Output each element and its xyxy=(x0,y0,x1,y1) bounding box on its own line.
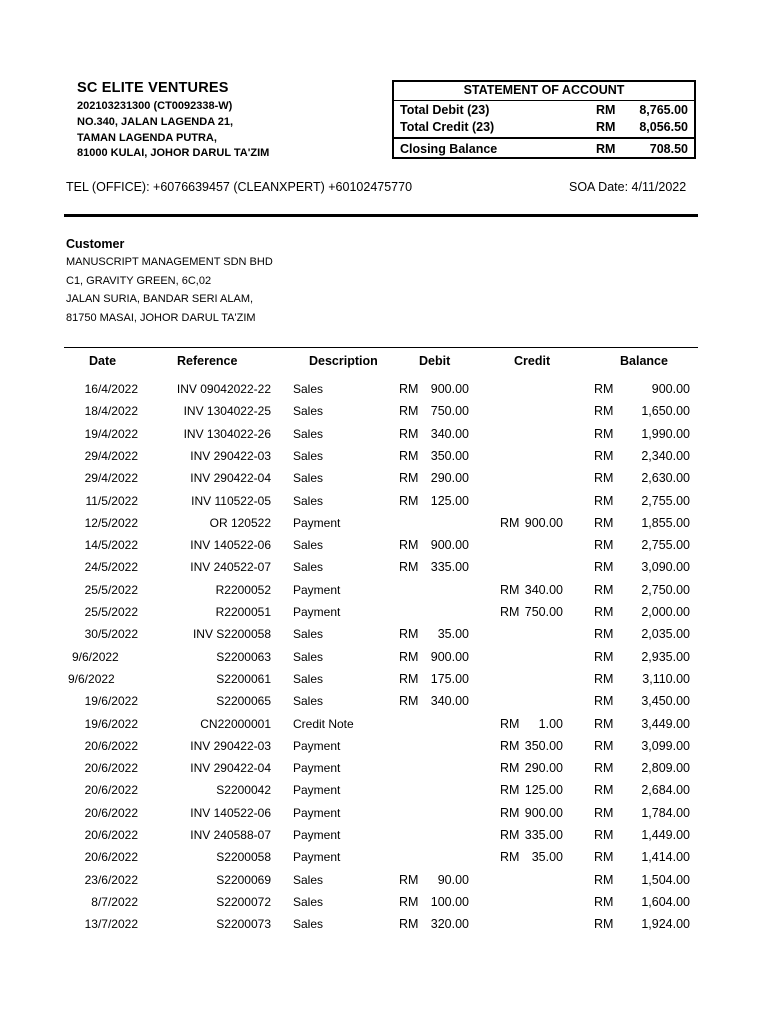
row-description: Payment xyxy=(293,605,341,619)
row-description: Sales xyxy=(293,404,324,419)
row-debit-amount: 340.00 xyxy=(430,694,469,709)
row-reference: S2200065 xyxy=(216,694,271,709)
row-reference: INV 1304022-25 xyxy=(183,404,271,419)
row-debit-amount: 290.00 xyxy=(430,471,469,486)
company-reg-number: 202103231300 (CT0092338-W) xyxy=(77,100,233,112)
row-debit-amount: 175.00 xyxy=(430,671,469,686)
row-debit-currency: RM xyxy=(399,694,419,709)
table-top-rule xyxy=(64,347,698,348)
row-balance-currency: RM xyxy=(594,805,614,820)
row-credit-currency: RM xyxy=(500,850,520,865)
row-balance-amount: 1,449.00 xyxy=(641,828,690,842)
row-balance-amount: 3,090.00 xyxy=(641,560,690,575)
row-debit-currency: RM xyxy=(399,404,419,419)
table-row xyxy=(0,623,768,645)
row-debit-amount: 320.00 xyxy=(430,917,469,932)
table-row xyxy=(0,490,768,512)
row-credit-amount: 125.00 xyxy=(524,783,563,798)
row-reference: S2200063 xyxy=(216,649,271,664)
row-debit-amount: 125.00 xyxy=(430,493,469,508)
row-reference: OR 120522 xyxy=(209,515,271,530)
row-debit-currency: RM xyxy=(399,493,419,508)
table-row xyxy=(0,846,768,868)
row-credit-currency: RM xyxy=(500,605,520,619)
row-credit-currency: RM xyxy=(500,828,520,842)
row-debit-currency: RM xyxy=(399,538,419,553)
row-debit-currency: RM xyxy=(399,627,419,642)
row-date: 9/6/2022 xyxy=(72,649,119,664)
table-row xyxy=(0,646,768,668)
row-balance-amount: 1,855.00 xyxy=(641,515,690,530)
row-description: Payment xyxy=(293,515,341,530)
row-date: 9/6/2022 xyxy=(68,671,115,686)
row-reference: INV 290422-04 xyxy=(190,761,271,776)
row-balance-currency: RM xyxy=(594,694,614,709)
row-balance-currency: RM xyxy=(594,515,614,530)
row-date: 19/4/2022 xyxy=(84,426,138,441)
row-debit-currency: RM xyxy=(399,894,419,909)
row-date: 19/6/2022 xyxy=(84,716,138,731)
row-credit-currency: RM xyxy=(500,716,520,731)
row-debit-currency: RM xyxy=(399,426,419,441)
row-reference: R2200051 xyxy=(215,605,271,619)
row-date: 29/4/2022 xyxy=(84,471,138,486)
customer-name: MANUSCRIPT MANAGEMENT SDN BHD xyxy=(66,256,273,268)
row-reference: S2200072 xyxy=(216,894,271,909)
row-balance-amount: 2,750.00 xyxy=(641,582,690,597)
row-debit-currency: RM xyxy=(399,671,419,686)
summary-divider xyxy=(394,137,694,139)
row-description: Credit Note xyxy=(293,716,354,731)
row-balance-currency: RM xyxy=(594,783,614,798)
table-row xyxy=(0,913,768,935)
row-credit-amount: 350.00 xyxy=(524,738,563,753)
row-balance-currency: RM xyxy=(594,894,614,909)
row-date: 25/5/2022 xyxy=(84,582,138,597)
row-date: 12/5/2022 xyxy=(84,515,138,530)
row-debit-amount: 750.00 xyxy=(430,404,469,419)
row-balance-amount: 1,650.00 xyxy=(641,404,690,419)
customer-title: Customer xyxy=(66,237,125,251)
column-header-reference: Reference xyxy=(177,354,238,368)
row-balance-currency: RM xyxy=(594,560,614,575)
row-balance-amount: 2,630.00 xyxy=(641,471,690,486)
closing-balance-amount: 708.50 xyxy=(649,142,688,156)
row-balance-currency: RM xyxy=(594,850,614,865)
row-reference: INV 140522-06 xyxy=(190,538,271,553)
row-reference: S2200058 xyxy=(216,850,271,865)
row-credit-currency: RM xyxy=(500,738,520,753)
row-date: 29/4/2022 xyxy=(84,448,138,463)
row-reference: S2200042 xyxy=(216,783,271,798)
row-date: 20/6/2022 xyxy=(84,805,138,820)
table-row xyxy=(0,378,768,400)
table-row xyxy=(0,423,768,445)
total-credit-row xyxy=(400,119,688,136)
row-credit-currency: RM xyxy=(500,761,520,776)
table-row xyxy=(0,802,768,824)
row-balance-amount: 2,035.00 xyxy=(641,627,690,642)
total-credit-label: Total Credit (23) xyxy=(400,120,495,134)
row-debit-amount: 335.00 xyxy=(430,560,469,575)
row-date: 19/6/2022 xyxy=(84,694,138,709)
row-credit-currency: RM xyxy=(500,582,520,597)
row-credit-amount: 1.00 xyxy=(538,716,563,731)
row-debit-amount: 900.00 xyxy=(430,382,469,396)
row-balance-currency: RM xyxy=(594,493,614,508)
row-debit-amount: 90.00 xyxy=(437,872,469,887)
row-reference: INV 09042022-22 xyxy=(176,382,271,396)
row-credit-currency: RM xyxy=(500,515,520,530)
row-description: Payment xyxy=(293,738,341,753)
row-description: Sales xyxy=(293,917,324,932)
column-header-credit: Credit xyxy=(514,354,551,368)
row-description: Sales xyxy=(293,426,324,441)
column-header-description: Description xyxy=(309,354,378,368)
closing-balance-row xyxy=(400,141,688,158)
column-header-date: Date xyxy=(89,354,117,368)
row-credit-amount: 290.00 xyxy=(524,761,563,776)
row-balance-currency: RM xyxy=(594,605,614,619)
row-reference: INV 110522-05 xyxy=(191,493,271,508)
row-balance-currency: RM xyxy=(594,404,614,419)
row-reference: INV 1304022-26 xyxy=(183,426,271,441)
row-debit-currency: RM xyxy=(399,917,419,932)
soa-date: SOA Date: 4/11/2022 xyxy=(569,180,687,194)
closing-balance-currency: RM xyxy=(596,142,616,156)
statement-summary-box xyxy=(392,80,696,159)
table-row xyxy=(0,824,768,846)
row-description: Sales xyxy=(293,471,324,486)
row-description: Sales xyxy=(293,872,324,887)
table-row xyxy=(0,690,768,712)
company-address-line: NO.340, JALAN LAGENDA 21, xyxy=(77,116,234,128)
row-reference: CN22000001 xyxy=(200,716,271,731)
row-date: 20/6/2022 xyxy=(84,850,138,865)
row-balance-amount: 1,504.00 xyxy=(641,872,690,887)
row-description: Payment xyxy=(293,582,341,597)
row-credit-currency: RM xyxy=(500,783,520,798)
row-date: 20/6/2022 xyxy=(84,738,138,753)
row-reference: R2200052 xyxy=(215,582,271,597)
total-debit-currency: RM xyxy=(596,103,616,117)
row-date: 8/7/2022 xyxy=(91,894,138,909)
row-balance-amount: 2,000.00 xyxy=(641,605,690,619)
row-debit-currency: RM xyxy=(399,448,419,463)
row-description: Payment xyxy=(293,850,341,865)
row-balance-amount: 900.00 xyxy=(651,382,690,396)
row-debit-amount: 35.00 xyxy=(437,627,469,642)
row-credit-amount: 335.00 xyxy=(524,828,563,842)
table-row xyxy=(0,467,768,489)
row-balance-amount: 2,755.00 xyxy=(641,493,690,508)
row-debit-currency: RM xyxy=(399,471,419,486)
row-debit-currency: RM xyxy=(399,560,419,575)
header-divider xyxy=(64,214,698,217)
row-debit-amount: 900.00 xyxy=(430,649,469,664)
row-date: 18/4/2022 xyxy=(84,404,138,419)
table-row xyxy=(0,556,768,578)
table-row xyxy=(0,445,768,467)
row-balance-currency: RM xyxy=(594,828,614,842)
row-description: Sales xyxy=(293,894,324,909)
row-balance-currency: RM xyxy=(594,426,614,441)
row-date: 20/6/2022 xyxy=(84,783,138,798)
company-name: SC ELITE VENTURES xyxy=(77,80,229,96)
row-date: 14/5/2022 xyxy=(84,538,138,553)
row-balance-amount: 1,990.00 xyxy=(641,426,690,441)
row-credit-amount: 900.00 xyxy=(524,805,563,820)
row-date: 16/4/2022 xyxy=(84,382,138,396)
row-date: 20/6/2022 xyxy=(84,761,138,776)
row-balance-amount: 1,784.00 xyxy=(641,805,690,820)
row-balance-currency: RM xyxy=(594,917,614,932)
row-debit-currency: RM xyxy=(399,382,419,396)
row-balance-currency: RM xyxy=(594,671,614,686)
table-row xyxy=(0,579,768,601)
row-reference: S2200069 xyxy=(216,872,271,887)
row-description: Sales xyxy=(293,627,324,642)
row-credit-currency: RM xyxy=(500,805,520,820)
row-balance-amount: 3,449.00 xyxy=(641,716,690,731)
row-reference: S2200073 xyxy=(216,917,271,932)
row-reference: INV 140522-06 xyxy=(190,805,271,820)
row-debit-amount: 340.00 xyxy=(430,426,469,441)
transactions-table-body xyxy=(0,378,768,938)
row-balance-currency: RM xyxy=(594,738,614,753)
row-balance-amount: 1,924.00 xyxy=(641,917,690,932)
total-credit-currency: RM xyxy=(596,120,616,134)
table-row xyxy=(0,713,768,735)
row-debit-amount: 100.00 xyxy=(430,894,469,909)
row-date: 25/5/2022 xyxy=(84,605,138,619)
customer-address-line: 81750 MASAI, JOHOR DARUL TA'ZIM xyxy=(66,312,256,324)
row-balance-amount: 1,414.00 xyxy=(641,850,690,865)
table-row xyxy=(0,779,768,801)
row-date: 20/6/2022 xyxy=(84,828,138,842)
row-description: Sales xyxy=(293,448,324,463)
total-debit-amount: 8,765.00 xyxy=(639,103,688,117)
customer-address-line: JALAN SURIA, BANDAR SERI ALAM, xyxy=(66,293,254,305)
row-balance-currency: RM xyxy=(594,872,614,887)
column-header-balance: Balance xyxy=(620,354,668,368)
row-description: Sales xyxy=(293,671,324,686)
table-row xyxy=(0,668,768,690)
row-date: 11/5/2022 xyxy=(85,493,138,508)
row-description: Payment xyxy=(293,805,341,820)
row-description: Payment xyxy=(293,828,341,842)
row-balance-currency: RM xyxy=(594,761,614,776)
row-balance-amount: 2,340.00 xyxy=(641,448,690,463)
row-balance-amount: 2,684.00 xyxy=(641,783,690,798)
row-debit-currency: RM xyxy=(399,872,419,887)
table-row xyxy=(0,735,768,757)
row-balance-currency: RM xyxy=(594,582,614,597)
row-balance-currency: RM xyxy=(594,471,614,486)
company-address-line: TAMAN LAGENDA PUTRA, xyxy=(77,132,217,144)
row-description: Sales xyxy=(293,493,324,508)
row-credit-amount: 750.00 xyxy=(524,605,563,619)
row-balance-currency: RM xyxy=(594,448,614,463)
company-telephone: TEL (OFFICE): +6076639457 (CLEANXPERT) +60102475770 xyxy=(66,180,413,194)
row-debit-amount: 350.00 xyxy=(430,448,469,463)
row-description: Payment xyxy=(293,761,341,776)
row-date: 13/7/2022 xyxy=(84,917,138,932)
column-header-debit: Debit xyxy=(419,354,451,368)
table-row xyxy=(0,891,768,913)
total-debit-label: Total Debit (23) xyxy=(400,103,490,117)
row-debit-amount: 900.00 xyxy=(430,538,469,553)
total-debit-row xyxy=(400,102,688,119)
row-credit-amount: 35.00 xyxy=(531,850,563,865)
row-balance-amount: 1,604.00 xyxy=(641,894,690,909)
row-date: 23/6/2022 xyxy=(84,872,138,887)
row-description: Sales xyxy=(293,382,324,396)
row-balance-currency: RM xyxy=(594,716,614,731)
row-balance-amount: 2,755.00 xyxy=(641,538,690,553)
table-row xyxy=(0,869,768,891)
row-balance-amount: 3,450.00 xyxy=(641,694,690,709)
row-credit-amount: 340.00 xyxy=(524,582,563,597)
table-row xyxy=(0,757,768,779)
table-row xyxy=(0,400,768,422)
row-description: Sales xyxy=(293,560,324,575)
row-date: 24/5/2022 xyxy=(84,560,138,575)
row-reference: INV 290422-03 xyxy=(190,448,271,463)
table-row xyxy=(0,601,768,623)
row-reference: INV 240522-07 xyxy=(190,560,271,575)
row-reference: INV 240588-07 xyxy=(190,828,271,842)
row-date: 30/5/2022 xyxy=(84,627,138,642)
row-reference: INV 290422-04 xyxy=(190,471,271,486)
row-balance-amount: 3,110.00 xyxy=(642,671,690,686)
statement-title: STATEMENT OF ACCOUNT xyxy=(394,82,694,101)
row-balance-amount: 2,935.00 xyxy=(641,649,690,664)
row-balance-currency: RM xyxy=(594,382,614,396)
company-address-line: 81000 KULAI, JOHOR DARUL TA'ZIM xyxy=(77,147,270,159)
total-credit-amount: 8,056.50 xyxy=(639,120,688,134)
row-balance-currency: RM xyxy=(594,649,614,664)
table-row xyxy=(0,534,768,556)
customer-address-line: C1, GRAVITY GREEN, 6C,02 xyxy=(66,275,212,287)
row-credit-amount: 900.00 xyxy=(524,515,563,530)
row-balance-currency: RM xyxy=(594,627,614,642)
row-balance-currency: RM xyxy=(594,538,614,553)
row-debit-currency: RM xyxy=(399,649,419,664)
row-reference: S2200061 xyxy=(216,671,271,686)
row-description: Sales xyxy=(293,538,324,553)
row-description: Sales xyxy=(293,649,324,664)
table-row xyxy=(0,512,768,534)
row-balance-amount: 2,809.00 xyxy=(641,761,690,776)
row-reference: INV 290422-03 xyxy=(190,738,271,753)
row-reference: INV S2200058 xyxy=(192,627,271,642)
row-description: Sales xyxy=(293,694,324,709)
row-balance-amount: 3,099.00 xyxy=(641,738,690,753)
closing-balance-label: Closing Balance xyxy=(400,142,498,156)
row-description: Payment xyxy=(293,783,341,798)
